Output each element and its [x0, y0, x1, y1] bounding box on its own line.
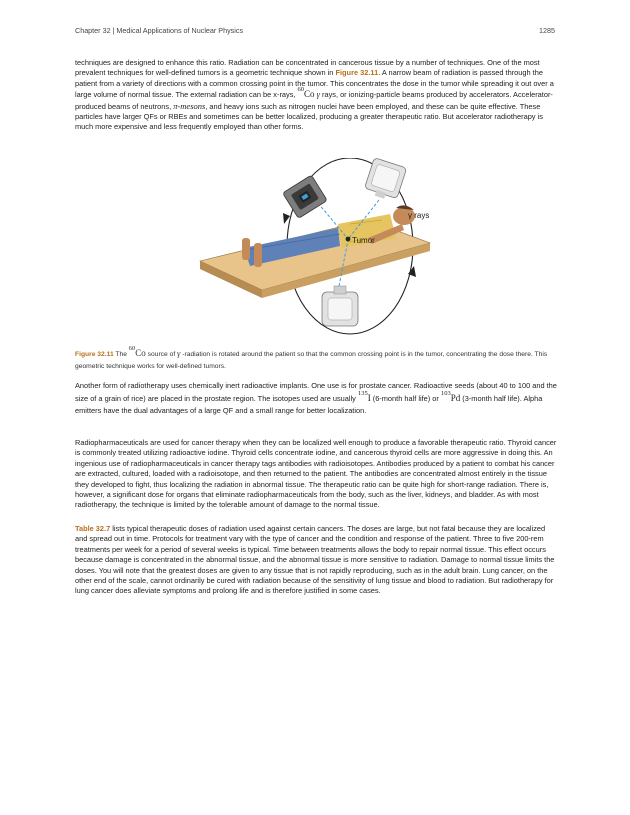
caption-text-3: -radiation is rotated around the patient so that the common crossing point is in the tumor, concentrating the dose there. This geometric technique works for well-defined tumors. — [75, 351, 548, 370]
p2-text-1: Another form of radiotherapy uses chemically inert radioactive implants. One use is for prostate cancer. Radioactive seeds (about 40 to 100 and the size of a grain of rice) are placed in the prostate region. The isotopes used are usually — [75, 381, 557, 403]
gamma-rays-label: γ rays — [408, 211, 430, 220]
caption-label: Figure 32.11 — [75, 351, 114, 358]
p1-text-3: rays, or ionizing-particle beams produced by accelerators. Accelerator-produced beams of neutrons, — [75, 90, 553, 111]
co-mass-number: 60 — [297, 86, 305, 94]
caption-text-1: The — [113, 351, 129, 358]
cobalt-source-top-left — [283, 175, 328, 218]
chapter-title: Chapter 32 | Medical Applications of Nuclear Physics — [75, 26, 244, 35]
caption-gamma: γ — [177, 348, 181, 358]
p2-text-2: (6-month half life) or — [370, 394, 441, 403]
palladium-symbol: Pd — [450, 393, 461, 403]
paragraph-1 — [75, 58, 557, 133]
p1-text-1: techniques are designed to enhance this ratio. Radiation can be concentrated in cancerous tissue by a number of techniques. One of the most prevalent techniques for well-defined tumors is a geometric technique shown in — [75, 58, 540, 78]
gamma-symbol: γ — [316, 89, 320, 100]
patient-foot-left — [242, 238, 250, 260]
figure-caption — [75, 347, 557, 373]
page-header — [75, 26, 555, 38]
caption-co-mass: 60 — [128, 345, 136, 352]
tumor-label: Tumor — [352, 236, 375, 245]
tumor-marker — [346, 237, 351, 242]
caption-text-2: source of — [145, 351, 178, 358]
caption-co-symbol: Co — [135, 348, 146, 358]
p4-text: lists typical therapeutic doses of radiation used against certain cancers. The doses are large, but not fatal because they are localized and spread out in time. Protocols for treatment vary with the type of cancer and the condition and response of the patient. Three to five 200-rem treatments per week for a period of several weeks is typical. Time between treatments allows the body to repair normal tissue. This effect occurs because damage is concentrated in the abnormal tissue, and the abnormal tissue is more sensitive to radiation. Damage to normal tissue limits the doses. You will note that the greatest doses are given to any tissue that is not rapidly reproducing, such as in the adult brain. Lung cancer, on the other end of the scale, cannot ordinarily be cured with radiation because of the sensitivity of lung tissue and blood to radiation. But radiotherapy for lung cancer does alleviate symptoms and prolong life and is therefore justified in some cases. — [75, 524, 555, 596]
cobalt-source-bottom — [322, 286, 358, 326]
iodine-symbol: I — [367, 393, 371, 403]
pi-mesons: π-mesons — [173, 100, 206, 111]
iodine-mass-number: 135 — [357, 390, 368, 397]
p1-text-2: . A narrow beam of radiation is passed through the patient from a variety of directions with a common crossing point in the tumor. This concentrates the dose in the tumor while spreading it out over a large volume of normal tissue. The external radiation can be x-rays, — [75, 68, 554, 100]
p1-text-4: , and heavy ions such as nitrogen nuclei have been employed, and these can be quite effective. These particles have larger QFs or RBEs and sometimes can be better localized, producing a greater therapeutic ratio. But accelerator radiotherapy is much more expensive and less frequently employed than other forms. — [75, 101, 543, 132]
radiotherapy-figure — [190, 158, 440, 346]
p2-text-3: (3-month half life). Alpha emitters have the dual advantages of a large QF and a small range for better localization. — [75, 394, 543, 415]
patient-foot-right — [254, 243, 262, 267]
figure-link[interactable]: Figure 32.11 — [335, 68, 379, 78]
paragraph-2 — [75, 380, 557, 417]
palladium-mass-number: 103 — [440, 390, 451, 397]
cobalt-source-top-right — [363, 158, 406, 202]
table-link[interactable]: Table 32.7 — [75, 524, 111, 533]
paragraph-4 — [75, 524, 557, 597]
co-symbol: Co — [304, 89, 315, 100]
page-number: 1285 — [539, 26, 555, 35]
paragraph-3: Radiopharmaceuticals are used for cancer therapy when they can be localized well enough to produce a favorable therapeutic ratio. Thyroid cancer is commonly treated utilizing radioactive iodine. Thyroid cells concentrate iodine, and cancerous thyroid cells are more aggressive in doing this. An ingenious use of radiopharmaceuticals in cancer therapy tags antibodies with radioisotopes. Antibodies produced by a patient to combat his cancer are extracted, cultured, loaded with a radioisotope, and then returned to the patient. The antibodies are concentrated almost entirely in the tissue they developed to fight, thus localizing the radiation in abnormal tissue. The therapeutic ratio can be quite high for short-range radiation. There is, however, a significant dose for organs that eliminate radiopharmaceuticals from the body, such as the liver, kidneys, and bladder. As with most radiotherapy, the technique is limited by the tolerable amount of damage to the normal tissue. — [75, 438, 557, 510]
